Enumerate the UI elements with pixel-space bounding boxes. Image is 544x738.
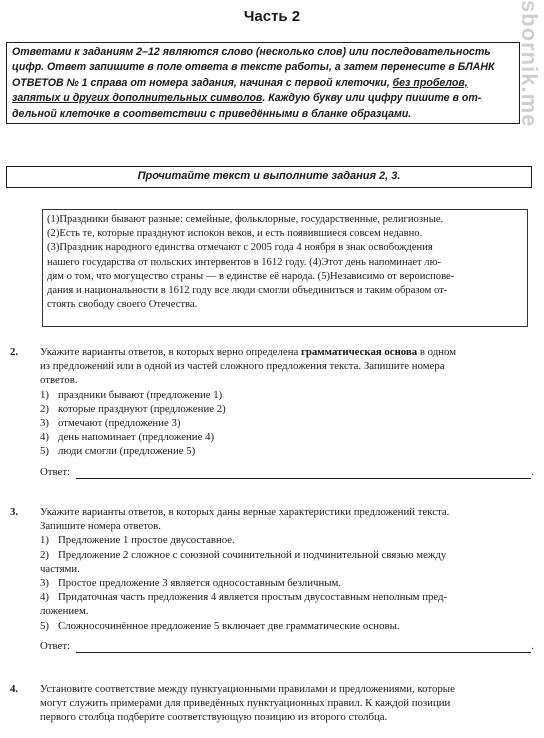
answer-row (40, 639, 534, 653)
answer-option: 1) Предложение 1 простое двусоставное. (40, 534, 235, 547)
instructions-underlined-2: запятых и других дополнительных символов (12, 92, 263, 105)
answer-option: 4) день напоминает (предложение 4) (40, 431, 215, 444)
answer-option: 1) праздники бывают (предложение 1) (40, 388, 223, 401)
question-text: ответов. (40, 374, 78, 387)
answer-option: 3) Простое предложение 3 является односоставным безличным. (40, 577, 342, 590)
question-number: 4. (10, 683, 19, 695)
question-text: Укажите варианты ответов, в которых верно определена грамматическая основа в одном (40, 346, 457, 358)
instructions-line-2: цифр. Ответ запишите в поле ответа в тексте работы, а затем перенесите в БЛАНК (12, 61, 495, 74)
instructions-box (6, 42, 520, 124)
answer-label: Ответ: (40, 639, 71, 652)
text-line: нашего государства от польских интервентов в 1612 году. (4)Этот день напоминает лю- (47, 256, 442, 268)
question-number: 2. (10, 346, 19, 358)
watermark: sbornik.me (517, 0, 542, 128)
answer-option-continuation: ложением. (40, 605, 89, 618)
answer-option: 2) Предложение 2 сложное с союзной сочинительной и подчинительной связью между (40, 548, 447, 561)
question-text: Укажите варианты ответов, в которых даны верные характеристики предложений текста. (40, 506, 450, 518)
question-text: могут служить примерами для приведённых пунктуационных правил. К каждой позиции (40, 697, 451, 710)
reading-text (42, 209, 528, 327)
question-3 (6, 505, 534, 653)
answer-option: 5) люди смогли (предложение 5) (40, 445, 196, 458)
question-text: Установите соответствие между пунктуационными правилами и предложениями, которые (40, 683, 455, 695)
question-text: Запишите номера ответов. (40, 520, 161, 533)
answer-option-continuation: частями. (40, 562, 80, 575)
answer-option: 5) Сложносочинённое предложение 5 включает две грамматические основы. (40, 619, 400, 632)
question-2 (6, 345, 534, 479)
text-line: (1)Праздники бывают разные: семейные, фольклорные, государственные, религиозные. (47, 214, 444, 225)
instructions-line-1: Ответами к заданиям 2–12 являются слово (несколько слов) или последовательность (12, 46, 491, 58)
question-text: из предложений или в одной из частей сложного предложения текста. Запишите номера (40, 360, 445, 373)
instructions-line-3: ОТВЕТОВ № 1 справа от номера задания, начиная с первой клеточки, без пробелов, (12, 76, 468, 89)
answer-field[interactable] (76, 467, 531, 479)
answer-label: Ответ: (40, 465, 71, 478)
text-line: дания и национальности в 1612 году все люди смогли объединиться и таким образом от- (47, 285, 448, 297)
text-line: (3)Праздник народного единства отмечают с 2005 года 4 ноября в знак освобождения (47, 242, 433, 254)
task-box: Прочитайте текст и выполните задания 2, 3. (6, 166, 532, 188)
answer-end: . (531, 639, 534, 652)
instructions-underlined-1: без пробелов, (392, 76, 468, 89)
question-number: 3. (10, 506, 19, 518)
text-line: (2)Есть те, которые празднуют испокон веков, и есть появившиеся совсем недавно. (47, 228, 423, 240)
instructions-line-5: дельной клеточке в соответствии с приведёнными в бланке образцами. (12, 107, 412, 120)
answer-option: 3) отмечают (предложение 3) (40, 417, 181, 430)
answer-option: 4) Придаточная часть предложения 4 является простым двусоставным неполным пред- (40, 591, 448, 604)
instructions-line-4: запятых и других дополнительных символов. Каждую букву или цифру пишите в от- (12, 92, 482, 105)
text-line: стоять свободу своего Отечества. (47, 299, 198, 311)
answer-field[interactable] (76, 641, 531, 653)
part-title: Часть 2 (243, 8, 301, 25)
answer-row (40, 465, 534, 479)
question-4 (6, 682, 534, 725)
question-text: первого столбца подберите соответствующую позицию из второго столбца. (40, 711, 388, 724)
question-emphasis: грамматическая основа (301, 346, 418, 358)
answer-option: 2) которые празднуют (предложение 2) (40, 402, 226, 415)
answer-end: . (531, 465, 534, 478)
text-line: дям о том, что могущество страны — в единстве её народа. (5)Независимо от вероиспове- (47, 270, 455, 282)
